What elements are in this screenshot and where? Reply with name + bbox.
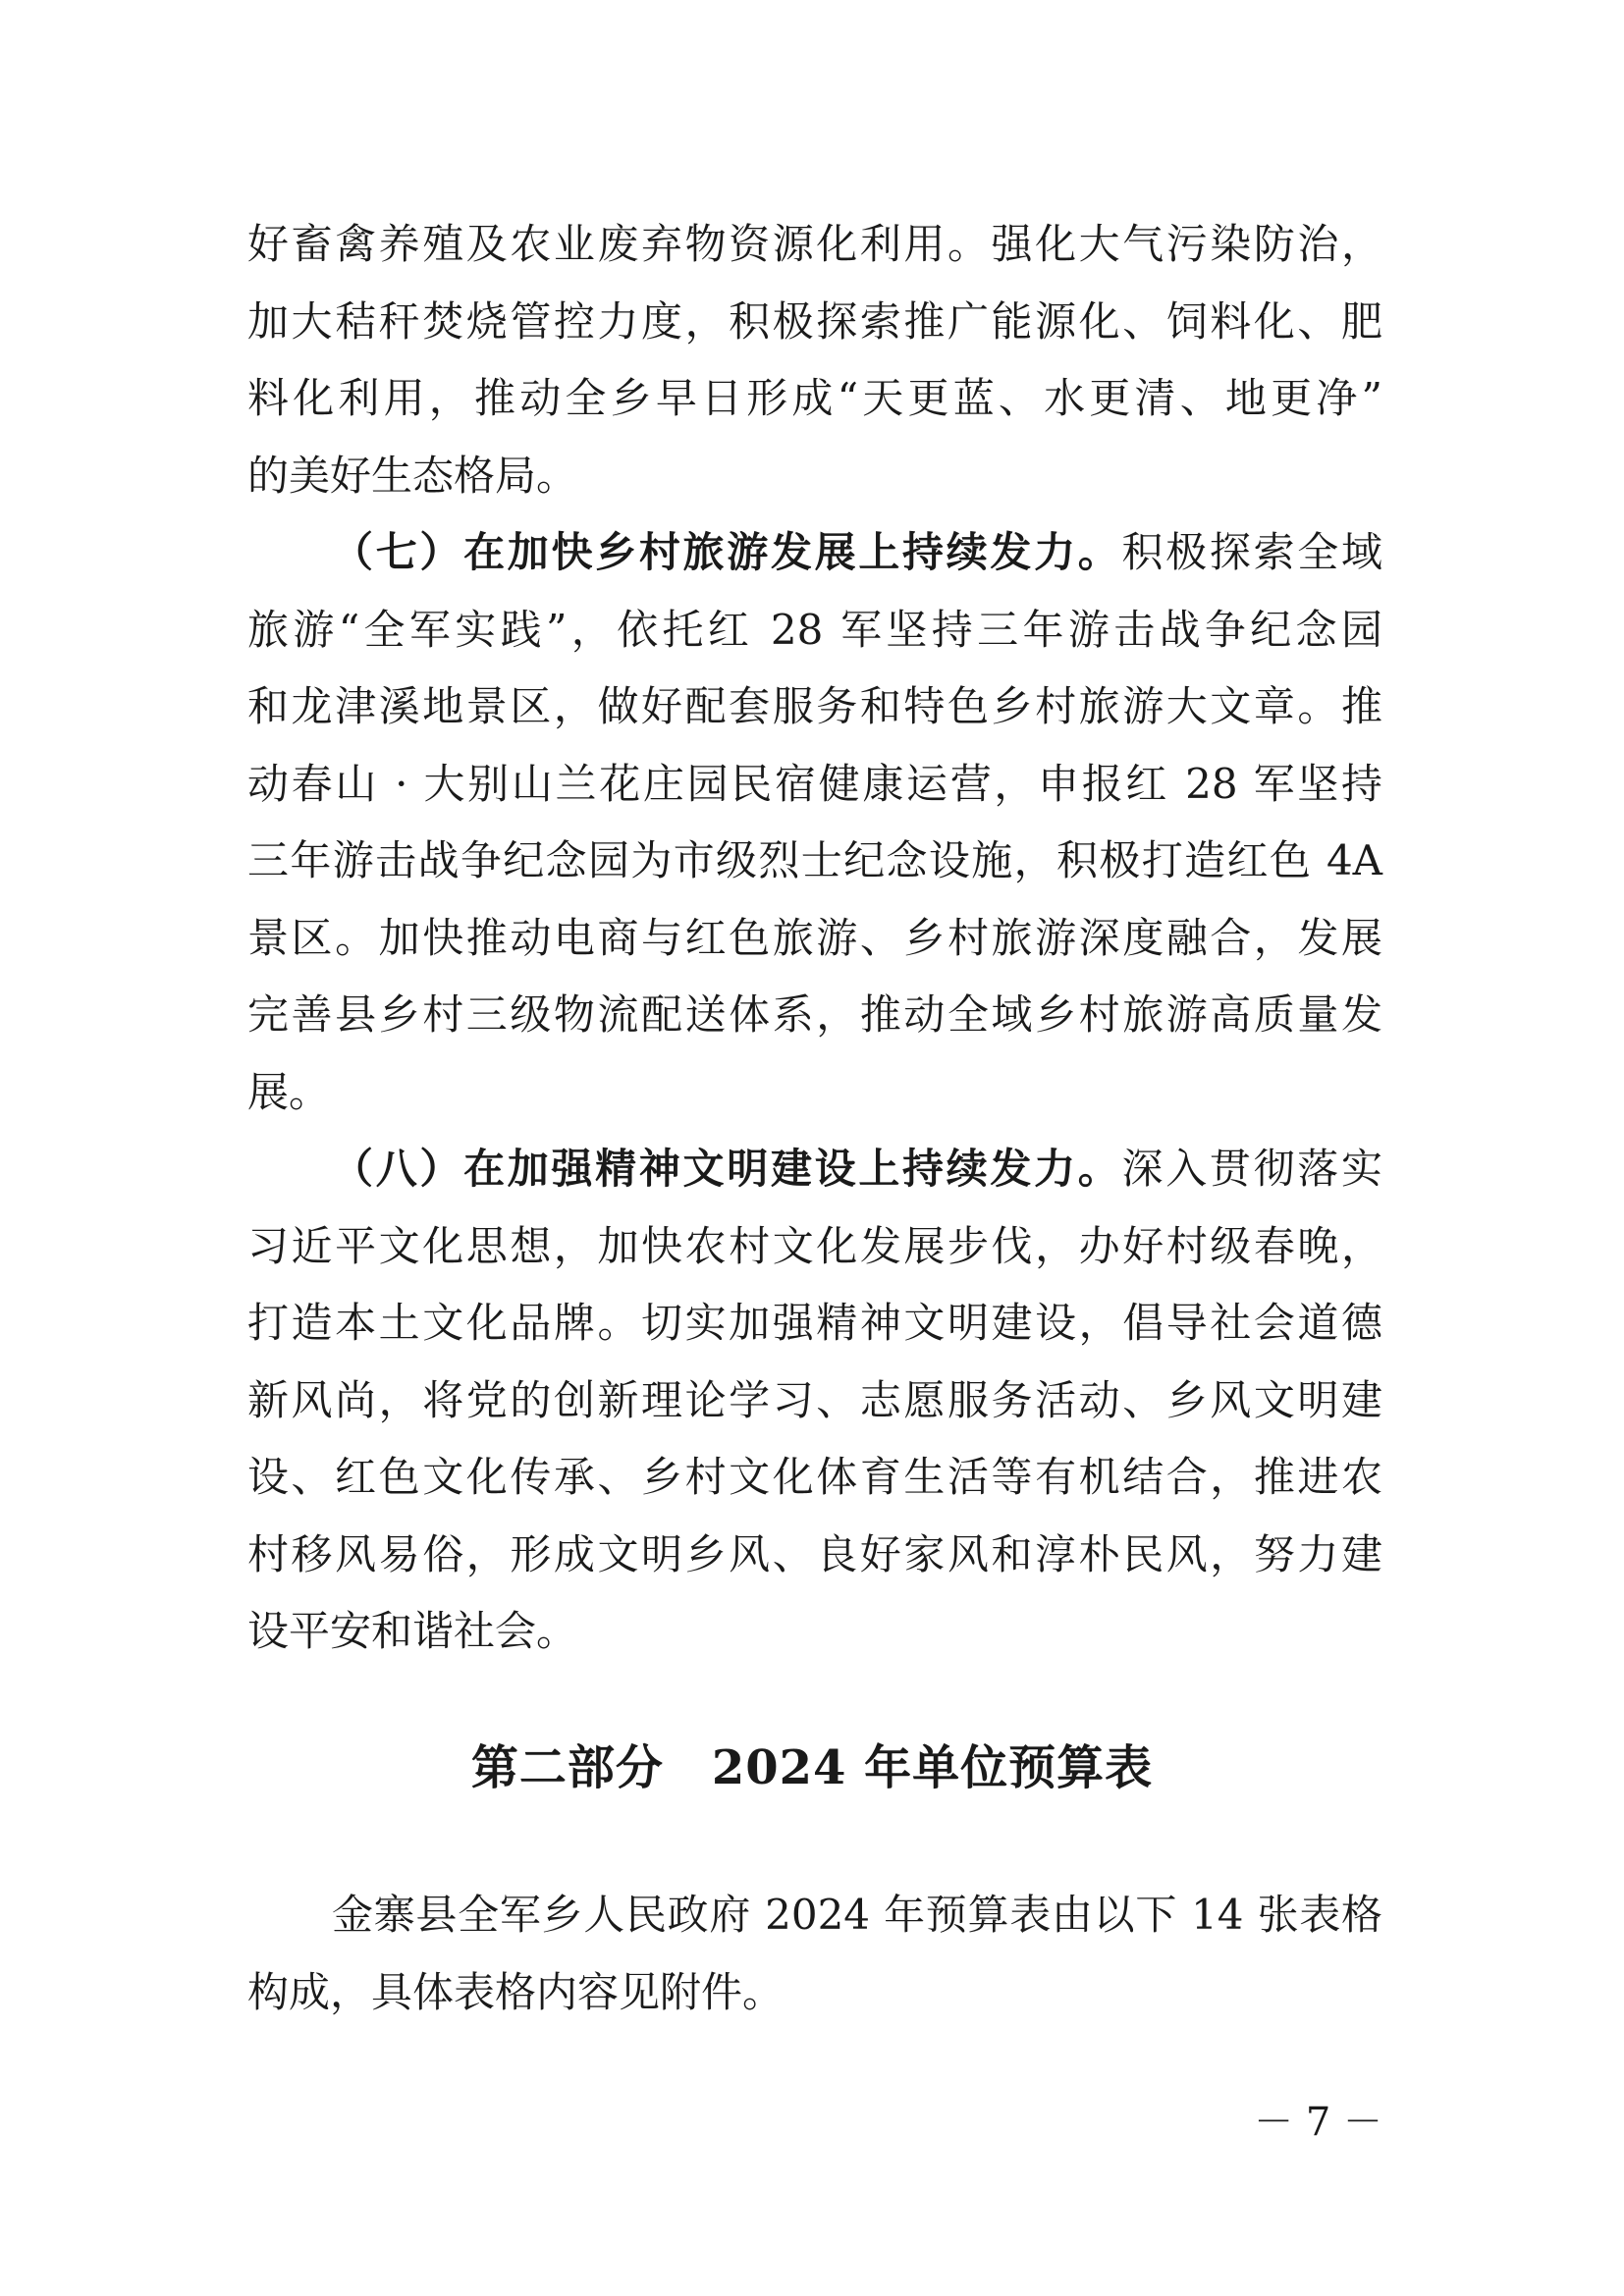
text-line: 金寨县全军乡人民政府 2024 年预算表由以下 14 张表格 xyxy=(332,1891,1382,1939)
text-line: 加大秸秆焚烧管控力度，积极探索推广能源化、饲料化、肥 xyxy=(247,296,1382,346)
text-line: 新风尚，将党的创新理论学习、志愿服务活动、乡风文明建 xyxy=(247,1375,1382,1424)
text-line: 设平安和谐社会。 xyxy=(247,1607,578,1655)
text-line: 的美好生态格局。 xyxy=(247,451,578,500)
text-line xyxy=(247,1131,1382,1208)
text-line: 景区。加快推动电商与红色旅游、乡村旅游深度融合，发展 xyxy=(247,913,1382,962)
page-number: － 7 － xyxy=(1254,2100,1382,2145)
paragraph-civilization xyxy=(247,1131,1382,1671)
paragraph-heading-civilization: （八）在加强精神文明建设上持续发力。 xyxy=(332,1145,1122,1193)
text-line: 习近平文化思想，加快农村文化发展步伐，办好村级春晚， xyxy=(247,1221,1382,1270)
text-line: 好畜禽养殖及农业废弃物资源化利用。强化大气污染防治， xyxy=(247,220,1382,268)
text-line: 设、红色文化传承、乡村文化体育生活等有机结合，推进农 xyxy=(247,1453,1382,1501)
paragraph-heading-tourism: （七）在加快乡村旅游发展上持续发力。 xyxy=(332,528,1122,576)
text-line: 料化利用，推动全乡早日形成“天更蓝、水更清、地更净” xyxy=(247,374,1382,422)
text-line: 完善县乡村三级物流配送体系，推动全域乡村旅游高质量发 xyxy=(247,990,1382,1039)
text-line: 旅游“全军实践”，依托红 28 军坚持三年游击战争纪念园 xyxy=(247,605,1382,654)
text-fragment: 深入贯彻落实 xyxy=(1121,1145,1382,1193)
section-heading: 第二部分 2024 年单位预算表 xyxy=(470,1740,1154,1795)
text-line: 展。 xyxy=(247,1067,331,1116)
text-fragment: 积极探索全域 xyxy=(1121,528,1382,576)
text-line: 村移风易俗，形成文明乡风、良好家风和淳朴民风，努力建 xyxy=(247,1529,1382,1578)
text-line xyxy=(247,514,1382,592)
text-line: 三年游击战争纪念园为市级烈士纪念设施，积极打造红色 4A xyxy=(247,836,1382,884)
text-line: 和龙津溪地景区，做好配套服务和特色乡村旅游大文章。推 xyxy=(247,682,1382,730)
text-line: 打造本土文化品牌。切实加强精神文明建设，倡导社会道德 xyxy=(247,1299,1382,1347)
paragraph-tourism xyxy=(247,514,1382,1131)
paragraph-ecology xyxy=(247,206,1382,514)
text-line: 动春山 · 大别山兰花庄园民宿健康运营，申报红 28 军坚持 xyxy=(247,759,1382,808)
body-text xyxy=(247,206,1382,1671)
paragraph-intro xyxy=(247,1877,1382,2031)
text-line: 构成，具体表格内容见附件。 xyxy=(247,1967,785,2016)
